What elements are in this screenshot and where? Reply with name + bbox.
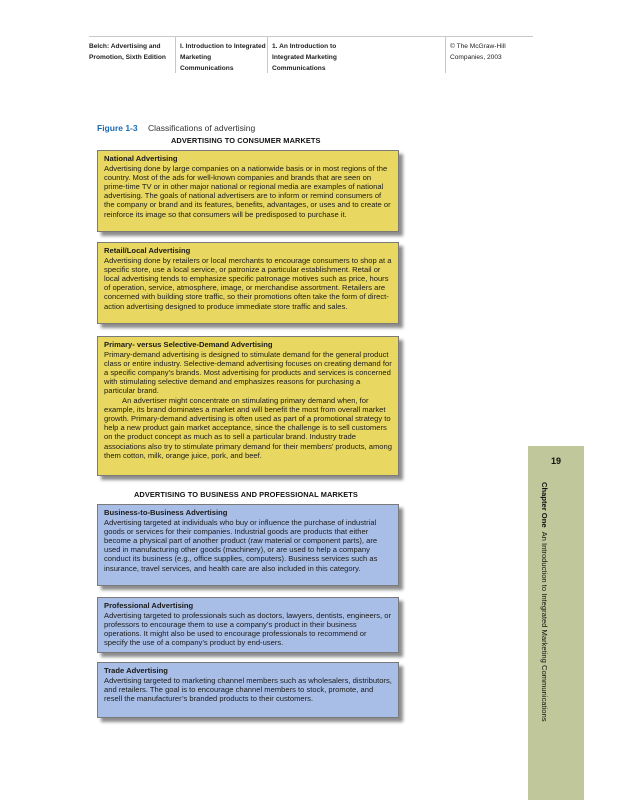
national-advertising-box xyxy=(97,150,399,232)
figure-title: Classifications of advertising xyxy=(148,123,256,133)
figure-number: Figure 1-3 xyxy=(97,123,138,133)
trade-advertising-box xyxy=(97,662,399,718)
box-title: Primary- versus Selective-Demand Advertising xyxy=(104,340,273,349)
chapter-running-title xyxy=(538,482,548,782)
business-to-business-box xyxy=(97,504,399,586)
chapter-label: Chapter One xyxy=(540,482,549,528)
box-text: Advertising done by large companies on a nationwide basis or in most regions of the country. Most of the ads for well-known companies and brands that are seen on prime-time TV or in other major national or regional media are examples of national advertising. The goals of national advertisers are to inform or remind consumers of the company or brand and its features, benefits, advantages, or uses and to create or reinforce its image so that consumers will be predisposed to purchase it. xyxy=(104,163,391,219)
page-number: 19 xyxy=(550,456,561,466)
primary-selective-demand-box xyxy=(97,336,399,476)
box-text: Advertising targeted at individuals who buy or influence the purchase of industrial goods or services for their companies. Industrial goods are products that either become a physical part of another product (raw material or component parts), are used in manufacturing other goods (machinery), or are used to help a company conduct its business (e.g., office supplies, computers). Business services such as insurance, travel services, and health care are also included in this category. xyxy=(104,517,378,573)
business-markets-heading: ADVERTISING TO BUSINESS AND PROFESSIONAL MARKETS xyxy=(134,490,358,499)
running-header xyxy=(89,36,533,73)
consumer-markets-heading: ADVERTISING TO CONSUMER MARKETS xyxy=(171,136,321,145)
box-title: Business-to-Business Advertising xyxy=(104,508,228,517)
header-book: Belch: Advertising and Promotion, Sixth Edition xyxy=(89,43,166,61)
header-chapter: 1. An Introduction to Integrated Marketing Communications xyxy=(267,37,337,73)
header-copyright: © The McGraw-Hill Companies, 2003 xyxy=(445,37,506,73)
box-text: An advertiser might concentrate on stimulating primary demand when, for example, its brand dominates a market and will benefit the most from overall market growth. Primary-demand advertising is often used as part of a promotional strategy to help a new product gain market acceptance, since the challenge is to sell customers on the product concept as much as to sell a particular brand. Industry trade associations also try to stimulate primary demand for their members’ products, among them cotton, milk, orange juice, pork, and beef. xyxy=(104,395,392,460)
retail-local-advertising-box xyxy=(97,242,399,324)
box-text: Advertising targeted to marketing channel members such as wholesalers, distributors, and retailers. The goal is to encourage channel members to stock, promote, and resell the manufacturer’s branded products to their customers. xyxy=(104,675,392,703)
box-text: Advertising done by retailers or local merchants to encourage consumers to shop at a specific store, use a local service, or patronize a particular establishment. Retail or local advertising tends to emphasize specific patronage motives such as price, hours of operation, service, atmosphere, image, or merchandise assortment. Retailers are concerned with building store traffic, so their promotions often take the form of direct-action advertising designed to produce immediate store traffic and sales. xyxy=(104,255,392,311)
chapter-title: An Introduction to Integrated Marketing Communications xyxy=(540,531,549,722)
chapter-side-tab xyxy=(528,446,584,800)
figure-caption xyxy=(97,123,255,133)
box-title: Trade Advertising xyxy=(104,666,168,675)
box-text: Primary-demand advertising is designed to stimulate demand for the general product class or entire industry. Selective-demand advertising focuses on creating demand for a specific company’s brands. Most advertising for products and services is concerned with stimulating selective demand and emphasizes reasons for purchasing a particular brand. xyxy=(104,349,392,396)
header-part: I. Introduction to Integrated Marketing Communications xyxy=(175,37,266,73)
professional-advertising-box xyxy=(97,597,399,653)
box-title: Retail/Local Advertising xyxy=(104,246,191,255)
box-title: National Advertising xyxy=(104,154,178,163)
box-title: Professional Advertising xyxy=(104,601,194,610)
box-text: Advertising targeted to professionals such as doctors, lawyers, dentists, engineers, or professors to encourage them to use a company’s product in their business operations. It might also be used to encourage professionals to recommend or specify the use of a company’s product by end-users. xyxy=(104,610,392,648)
